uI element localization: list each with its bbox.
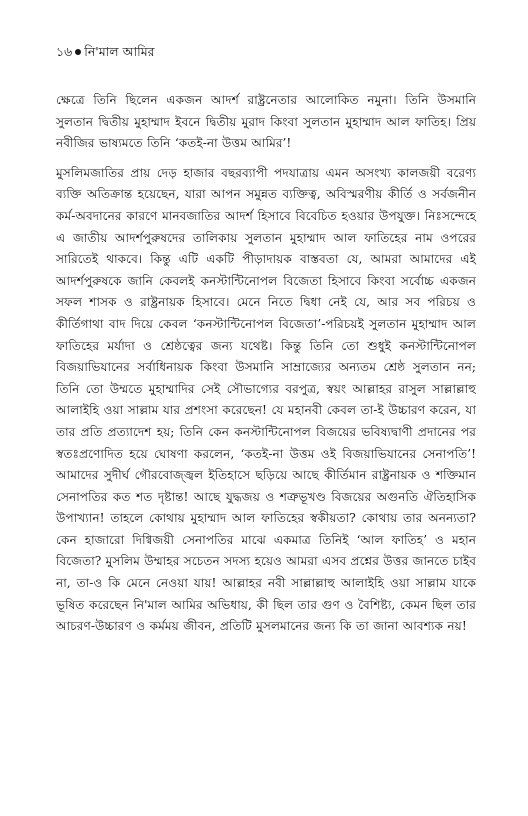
running-header — [56, 44, 155, 60]
body-text — [56, 90, 476, 646]
book-page — [56, 0, 476, 816]
bullet-dot-icon — [75, 49, 81, 55]
book-title: নি'মাল আমির — [84, 44, 155, 59]
paragraph-1: ক্ষেত্রে তিনি ছিলেন একজন আদর্শ রাষ্ট্রনেতার আলোকিত নমুনা। তিনি উসমানি সুলতান দ্বিতীয় মুহাম্মাদ ইবনে দ্বিতীয় মুরাদ কিংবা সুলতান মুহাম্মাদ আল ফাতিহ। প্রিয় নবীজির ভাষ্যমতে তিনি ‘কতই-না উত্তম আমির’! — [56, 93, 476, 151]
paragraph-2: মুসলিমজাতির প্রায় দেড় হাজার বছরব্যাপী পদযাত্রায় এমন অসংখ্য কালজয়ী বরেণ্য ব্যক্তি অতিক্রান্ত হয়েছেন, যারা আপন সমুন্নত ব্যক্তিত্ব, অবিস্মরণীয় কীর্তি ও সর্বজনীন কর্ম-অবদানের কারণে মানবজাতির আদর্শ হিসাবে বিবেচিত হওয়ার উপযুক্ত। নিঃসন্দেহে এ জাতীয় আদর্শপুরুষদের তালিকায় সুলতান মুহাম্মাদ আল ফাতিহের নাম ওপরের সারিতেই থাকবে। কিন্তু এটি একটি পীড়াদায়ক বাস্তবতা যে, আমরা আমাদের এই আদর্শপুরুষকে জানি কেবলই কনস্টান্টিনোপল বিজেতা হিসাবে কিংবা সর্বোচ্চ একজন সফল শাসক ও রাষ্ট্রনায়ক হিসাবে। মেনে নিতে দ্বিধা নেই যে, আর সব পরিচয় ও কীর্তিগাথা বাদ দিয়ে কেবল ‘কনস্টান্টিনোপল বিজেতা’-পরিচয়ই সুলতান মুহাম্মাদ আল ফাতিহের মর্যাদা ও শ্রেষ্ঠত্বের জন্য যথেষ্ট। কিন্তু তিনি তো শুধুই কনস্টান্টিনোপল বিজয়াভিযানের সর্বাধিনায়ক কিংবা উসমানি সাম্রাজ্যের অন্যতম শ্রেষ্ঠ সুলতান নন; তিনি তো উম্মতে মুহাম্মাদির সেই সৌভাগ্যের বরপুত্র, স্বয়ং আল্লাহর রাসুল সাল্লাল্লাহু আলাইহি ওয়া সাল্লাম যার প্রশংসা করেছেন! যে মহানবী কেবল তা-ই উচ্চারণ করেন, যা তার প্রতি প্রত্যাদেশ হয়; তিনি কেন কনস্টান্টিনোপল বিজয়ের ভবিষ্যদ্বাণী প্রদানের পর স্বতঃপ্রণোদিত হয়ে ঘোষণা করলেন, ‘কতই-না উত্তম ওই বিজয়াভিযানের সেনাপতি’! আমাদের সুদীর্ঘ গৌরবোজ্জ্বল ইতিহাসে ছড়িয়ে আছে কীর্তিমান রাষ্ট্রনায়ক ও শক্তিমান সেনাপতির কত শত দৃষ্টান্ত! আছে যুদ্ধজয় ও শত্রুভূখণ্ড বিজয়ের অগুনতি ঐতিহাসিক উপাখ্যান! তাহলে কোথায় মুহাম্মাদ আল ফাতিহের স্বকীয়তা? কোথায় তার অনন্যতা? কেন হাজারো দিগ্বিজয়ী সেনাপতির মাঝে একমাত্র তিনিই ‘আল ফাতিহ’ ও মহান বিজেতা? মুসলিম উম্মাহর সচেতন সদস্য হয়েও আমরা এসব প্রশ্নের উত্তর জানতে চাইব না, তা-ও কি মেনে নেওয়া যায়! আল্লাহর নবী সাল্লাল্লাহু আলাইহি ওয়া সাল্লাম যাকে ভূষিত করেছেন নি'মাল আমির অভিধায়, কী ছিল তার গুণ ও বৈশিষ্ট্য, কেমন ছিল তার আচরণ-উচ্চারণ ও কর্মময় জীবন, প্রতিটি মুসলমানের জন্য কি তা জানা আবশ্যক নয়! — [56, 165, 476, 634]
page-number: ১৬ — [56, 44, 73, 59]
